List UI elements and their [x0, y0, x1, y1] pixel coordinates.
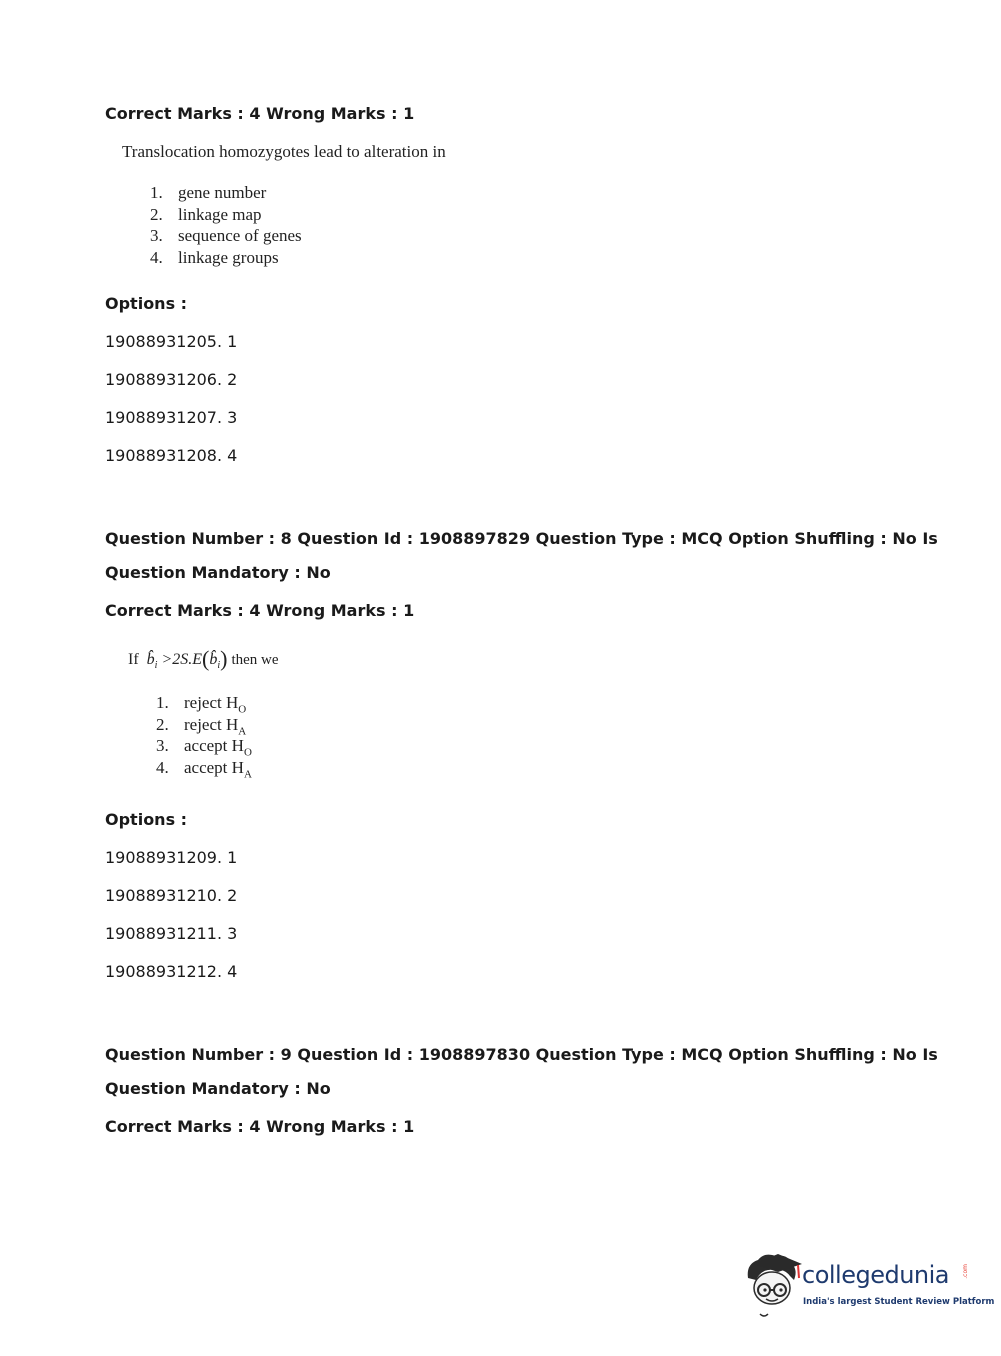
option-item: 19088931208. 4 — [105, 446, 238, 465]
list-item: 2. reject $H_A$ — [156, 714, 247, 737]
list-item: 1. gene number — [150, 183, 267, 202]
question-image-q7 — [122, 142, 446, 268]
logo-com-suffix: .com — [962, 1264, 969, 1279]
question-text-q8: If $b̂_i$ $>2S.E(b̂_i)$ then we — [128, 646, 279, 672]
list-item: 3. sequence of genes — [150, 226, 302, 245]
option-item: 19088931211. 3 — [105, 924, 238, 943]
option-item: 19088931205. 1 — [105, 332, 238, 351]
math-expression: $b̂_i$ $>2S.E(b̂_i)$ — [146, 646, 228, 672]
list-item: 4. linkage groups — [150, 247, 279, 267]
marks-line-q8: Correct Marks : 4 Wrong Marks : 1 — [105, 601, 415, 620]
list-item: 4. accept $H_A$ — [156, 757, 252, 780]
question-mandatory-q8: Question Mandatory : No — [105, 563, 331, 582]
question-items-q8 — [156, 692, 279, 778]
logo-wordmark: collegedunia — [802, 1261, 950, 1289]
option-item: 19088931206. 2 — [105, 370, 238, 389]
option-item: 19088931212. 4 — [105, 962, 238, 981]
marks-line-q9: Correct Marks : 4 Wrong Marks : 1 — [105, 1117, 415, 1136]
options-label-q7: Options : — [105, 294, 188, 313]
list-item: 2. linkage map — [150, 204, 262, 224]
list-item: 1. reject $H_O$ — [156, 693, 247, 716]
question-mandatory-q9: Question Mandatory : No — [105, 1079, 331, 1098]
question-header-q9: Question Number : 9 Question Id : 1908897830 Question Type : MCQ Option Shuffling : No Is — [105, 1045, 938, 1064]
question-text-q7: Translocation homozygotes lead to alteration in — [122, 142, 446, 161]
mascot-icon — [744, 1250, 804, 1320]
marks-line-q7: Correct Marks : 4 Wrong Marks : 1 — [105, 104, 415, 123]
option-item: 19088931207. 3 — [105, 408, 238, 427]
option-item: 19088931210. 2 — [105, 886, 238, 905]
options-label-q8: Options : — [105, 810, 188, 829]
question-items-q7 — [150, 182, 446, 268]
list-item: 3. accept $H_O$ — [156, 736, 252, 759]
option-item: 19088931209. 1 — [105, 848, 238, 867]
question-image-q8 — [128, 646, 279, 778]
logo-tagline: India's largest Student Review Platform — [803, 1297, 995, 1307]
question-header-q8: Question Number : 8 Question Id : 1908897829 Question Type : MCQ Option Shuffling : No Is — [105, 529, 938, 548]
collegedunia-logo — [744, 1250, 995, 1320]
